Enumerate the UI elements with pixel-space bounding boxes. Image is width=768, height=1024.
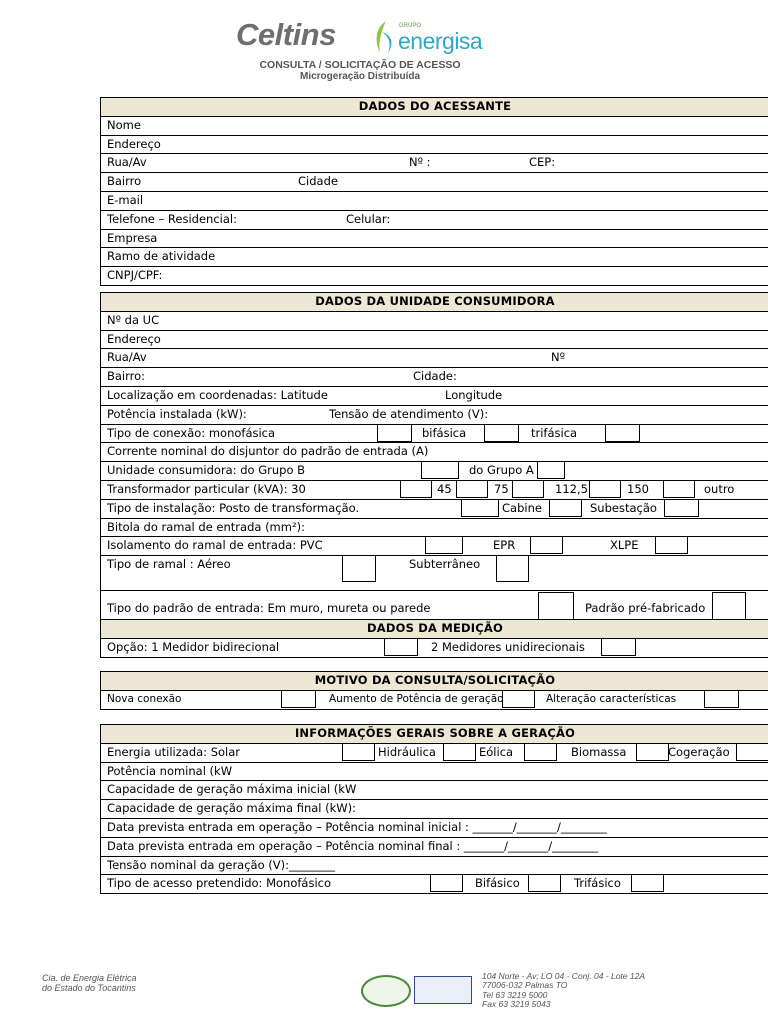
label-nova-conexao: Nova conexão (107, 692, 182, 705)
footer-address-line2: 77006-032 Palmas TO (482, 980, 568, 991)
checkbox-bifasico[interactable] (528, 874, 561, 892)
label-empresa: Empresa (107, 230, 158, 245)
energisa-wordmark: energisa (398, 28, 483, 54)
label-cap-final: Capacidade de geração máxima final (kW): (107, 801, 357, 816)
label-cep: CEP: (529, 155, 556, 170)
label-numero: Nº : (409, 155, 431, 170)
label-data-inicial: Data prevista entrada em operação – Potência nominal inicial : _______/_______/________ (107, 819, 607, 834)
field-potencia-nominal[interactable] (101, 763, 768, 782)
label-transformador-30: Transformador particular (kVA): 30 (107, 481, 306, 496)
field-cap-inicial[interactable] (101, 781, 768, 800)
label-112: 112,5 (555, 481, 588, 496)
section-unidade (100, 292, 768, 627)
field-rua[interactable] (101, 154, 768, 173)
label-subterraneo: Subterrâneo (409, 557, 481, 572)
field-email[interactable] (101, 192, 768, 211)
checkbox-pre-fabricado[interactable] (712, 592, 746, 620)
label-data-final: Data prevista entrada em operação – Potência nominal final : _______/_______/________ (107, 838, 599, 853)
section-header (101, 620, 768, 639)
checkbox-grupo-a[interactable] (537, 461, 565, 479)
footer-address (482, 972, 645, 1009)
label-xlpe: XLPE (610, 538, 639, 553)
field-tensao-geracao[interactable] (101, 857, 768, 876)
checkbox-biomassa[interactable] (636, 743, 669, 761)
label-eolica: Eólica (479, 744, 514, 759)
footer-address-line1: 104 Norte - Av; LO 04 - Conj. 04 - Lote 12A (482, 971, 646, 981)
checkbox-75[interactable] (512, 480, 544, 498)
label-solar: Energia utilizada: Solar (107, 744, 241, 759)
checkbox-aereo[interactable] (342, 555, 376, 582)
checkbox-alteracao[interactable] (704, 690, 739, 708)
checkbox-30[interactable] (400, 480, 432, 498)
label-ramo: Ramo de atividade (107, 249, 216, 264)
checkbox-xlpe[interactable] (655, 536, 688, 554)
checkbox-solar[interactable] (342, 743, 375, 761)
field-telefone[interactable] (101, 211, 768, 230)
label-endereco: Endereço (107, 331, 161, 346)
field-nome[interactable] (101, 117, 768, 136)
label-muro: Tipo do padrão de entrada: Em muro, mureta ou parede (107, 601, 431, 616)
label-tensao: Tensão de atendimento (V): (329, 406, 489, 421)
footer-company-line1: Cia. de Energia Elétrica (42, 973, 137, 983)
label-trifasico: Trifásico (574, 876, 621, 891)
energisa-leaf-icon (372, 20, 398, 54)
field-uc[interactable] (101, 312, 768, 331)
checkbox-150[interactable] (663, 480, 695, 498)
checkbox-posto[interactable] (461, 499, 499, 517)
label-posto: Tipo de instalação: Posto de transformação. (107, 500, 360, 515)
label-epr: EPR (493, 538, 516, 553)
section-header (101, 98, 768, 117)
label-monofasica: Tipo de conexão: monofásica (107, 425, 276, 440)
field-bitola[interactable] (101, 519, 768, 538)
field-endereco[interactable] (101, 136, 768, 155)
label-pvc: Isolamento do ramal de entrada: PVC (107, 538, 323, 553)
form-title: CONSULTA / SOLICITAÇÃO DE ACESSO (259, 59, 461, 71)
checkbox-112[interactable] (589, 480, 621, 498)
field-medicao-opcao (101, 639, 768, 658)
checkbox-45[interactable] (456, 480, 488, 498)
field-coordenadas[interactable] (101, 387, 768, 406)
checkbox-trifasica[interactable] (605, 424, 640, 442)
label-longitude: Longitude (445, 387, 503, 402)
checkbox-hidraulica[interactable] (443, 743, 476, 761)
label-nome: Nome (107, 117, 141, 132)
field-cap-final[interactable] (101, 800, 768, 819)
footer-company (42, 973, 137, 993)
checkbox-eolica[interactable] (524, 743, 557, 761)
label-grupo-b: Unidade consumidora: do Grupo B (107, 463, 306, 478)
section-header (101, 672, 768, 691)
checkbox-monofasica[interactable] (377, 424, 412, 442)
label-trifasica: trifásica (531, 425, 578, 440)
checkbox-monofasico[interactable] (430, 874, 463, 892)
label-biomassa: Biomassa (571, 744, 627, 759)
label-opcao2: 2 Medidores unidirecionais (431, 639, 585, 654)
section-header (101, 725, 768, 744)
checkbox-subterraneo[interactable] (496, 555, 529, 582)
label-corrente: Corrente nominal do disjuntor do padrão de entrada (A) (107, 444, 429, 459)
checkbox-epr[interactable] (530, 536, 563, 554)
iso-certification-icon (414, 976, 472, 1004)
checkbox-opcao2[interactable] (601, 638, 636, 656)
field-acesso (101, 875, 768, 894)
checkbox-opcao1[interactable] (384, 638, 418, 656)
field-data-inicial[interactable] (101, 819, 768, 838)
label-cabine: Cabine (502, 500, 542, 515)
section-header (101, 293, 768, 312)
field-motivo (101, 691, 768, 710)
checkbox-aumento[interactable] (502, 690, 535, 708)
label-cnpj: CNPJ/CPF: (107, 268, 163, 283)
label-bifasica: bifásica (422, 425, 467, 440)
label-cidade: Cidade: (413, 369, 457, 384)
section-title: DADOS DA UNIDADE CONSUMIDORA (315, 294, 555, 308)
field-energia (101, 744, 768, 763)
label-hidraulica: Hidráulica (378, 744, 436, 759)
section-geracao (100, 724, 768, 894)
label-potencia-nominal: Potência nominal (kW (107, 763, 233, 778)
section-motivo (100, 671, 768, 710)
label-opcao1: Opção: 1 Medidor bidirecional (107, 639, 280, 654)
field-grupo (101, 462, 768, 481)
field-ramal (101, 556, 768, 591)
label-telefone: Telefone – Residencial: (107, 211, 237, 226)
label-tensao-geracao: Tensão nominal da geração (V):________ (107, 857, 336, 872)
field-instalacao (101, 500, 768, 519)
field-uc-rua[interactable] (101, 349, 768, 368)
label-45: 45 (437, 481, 452, 496)
label-alteracao: Alteração características (546, 692, 677, 705)
label-cogeracao: Cogeração (668, 744, 730, 759)
checkbox-cogeracao[interactable] (736, 743, 768, 761)
certification-seal-icon (361, 975, 411, 1007)
field-data-final[interactable] (101, 838, 768, 857)
label-potencia: Potência instalada (kW): (107, 406, 247, 421)
field-transformador (101, 481, 768, 500)
label-celular: Celular: (346, 211, 391, 226)
checkbox-grupo-b[interactable] (421, 461, 459, 479)
section-acessante (100, 97, 768, 286)
field-isolamento (101, 537, 768, 556)
label-pre-fabricado: Padrão pré-fabricado (585, 601, 706, 616)
field-ramo[interactable] (101, 248, 768, 267)
field-uc-bairro[interactable] (101, 368, 768, 387)
section-title: MOTIVO DA CONSULTA/SOLICITAÇÃO (314, 673, 556, 687)
field-potencia[interactable] (101, 406, 768, 425)
section-title: INFORMAÇÕES GERAIS SOBRE A GERAÇÃO (294, 726, 576, 740)
label-bitola: Bitola do ramal de entrada (mm²): (107, 519, 305, 534)
label-bifasico: Bifásico (475, 876, 520, 891)
checkbox-cabine[interactable] (549, 499, 582, 517)
celtins-logo: Celtins (236, 17, 336, 52)
label-cap-inicial: Capacidade de geração máxima inicial (kW (107, 782, 357, 797)
label-uc: Nº da UC (107, 312, 160, 327)
energisa-group-label: GRUPO (399, 23, 422, 29)
checkbox-nova-conexao[interactable] (281, 690, 316, 708)
checkbox-muro[interactable] (538, 592, 574, 620)
checkbox-pvc[interactable] (425, 536, 463, 554)
label-aereo: Tipo de ramal : Aéreo (107, 557, 231, 572)
label-monofasico: Tipo de acesso pretendido: Monofásico (107, 876, 332, 891)
footer-company-line2: do Estado do Tocantins (42, 983, 136, 993)
checkbox-bifasica[interactable] (484, 424, 519, 442)
label-numero: Nº (551, 350, 566, 365)
label-grupo-a: do Grupo A (469, 463, 534, 478)
label-outro: outro (704, 481, 735, 496)
label-bairro: Bairro: (107, 369, 146, 384)
field-corrente[interactable] (101, 443, 768, 462)
section-title: DADOS DA MEDIÇÃO (367, 621, 503, 635)
form-subtitle: Microgeração Distribuída (299, 71, 421, 82)
field-cnpj[interactable] (101, 267, 768, 286)
label-endereco: Endereço (107, 136, 161, 151)
field-bairro[interactable] (101, 173, 768, 192)
label-rua: Rua/Av (107, 155, 147, 170)
label-latitude: Localização em coordenadas: Latitude (107, 387, 328, 402)
label-150: 150 (627, 481, 649, 496)
label-subestacao: Subestação (590, 500, 657, 515)
section-title: DADOS DO ACESSANTE (358, 99, 512, 113)
checkbox-trifasico[interactable] (631, 874, 664, 892)
footer-address-line3: Tel 63 3219 5000 (482, 989, 548, 1000)
label-75: 75 (494, 481, 509, 496)
label-rua: Rua/Av (107, 350, 147, 365)
checkbox-subestacao[interactable] (664, 499, 699, 517)
label-aumento: Aumento de Potência de geração (329, 692, 504, 705)
label-email: E-mail (107, 192, 144, 207)
field-uc-endereco[interactable] (101, 331, 768, 350)
label-cidade: Cidade (298, 174, 338, 189)
label-bairro: Bairro (107, 174, 142, 189)
field-conexao (101, 425, 768, 444)
section-medicao (100, 619, 768, 658)
footer-address-line4: Fax 63 3219 5043 (482, 998, 551, 1009)
field-empresa[interactable] (101, 230, 768, 249)
